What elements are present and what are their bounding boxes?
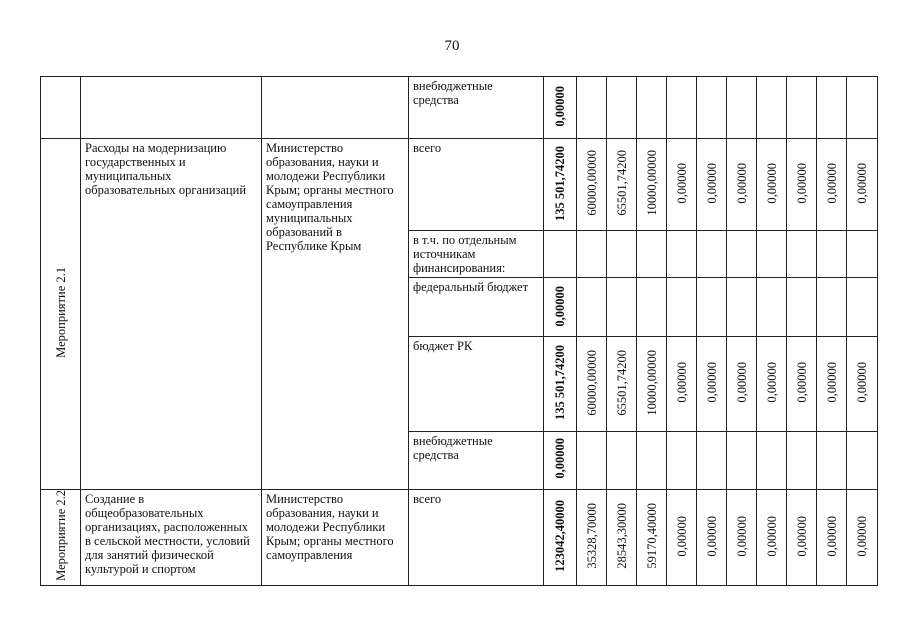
value-cell — [817, 139, 847, 231]
value-cell — [817, 231, 847, 278]
total-value: 123042,40000 — [553, 499, 567, 572]
value: 0,00000 — [855, 515, 869, 557]
value-cell — [727, 77, 757, 139]
value: 0,00000 — [674, 515, 689, 557]
value-cell — [697, 77, 727, 139]
value-cell — [607, 278, 637, 337]
value-cell — [697, 431, 727, 489]
value-cell — [817, 278, 847, 337]
value-cell — [757, 278, 787, 337]
executor-cell-empty — [262, 77, 409, 139]
measure-cell-empty — [41, 77, 81, 139]
page-number: 70 — [444, 38, 460, 54]
value-cell — [637, 489, 667, 585]
table-row — [41, 77, 878, 139]
value-cell — [667, 139, 697, 231]
value-cell — [757, 431, 787, 489]
value-cell — [847, 337, 878, 431]
value-cell — [667, 278, 697, 337]
value: 0,00000 — [734, 515, 749, 557]
value-cell — [727, 278, 757, 337]
source-cell: внебюджетные средства — [409, 77, 544, 139]
value-cell — [637, 337, 667, 431]
value-cell — [697, 139, 727, 231]
value-cell — [607, 231, 637, 278]
value-cell — [667, 231, 697, 278]
source-cell: всего — [409, 489, 544, 585]
source-cell: всего — [409, 139, 544, 231]
total-cell — [544, 337, 577, 431]
value: 28543,30000 — [614, 503, 629, 569]
value-cell — [787, 489, 817, 585]
value-cell — [757, 139, 787, 231]
value-cell — [727, 231, 757, 278]
value: 0,00000 — [674, 162, 689, 204]
total-cell — [544, 431, 577, 489]
measure-label: Мероприятие 2.2 — [53, 490, 68, 582]
value-cell — [787, 431, 817, 489]
value-cell — [697, 231, 727, 278]
value-cell — [577, 278, 607, 337]
value: 0,00000 — [734, 362, 749, 403]
total-value: 135 501,74200 — [553, 145, 567, 221]
value-cell — [847, 489, 878, 585]
measure-executor: Министерство образования, науки и молодежи Республики Крым; органы местного самоуправления — [262, 489, 409, 585]
source-cell: федеральный бюджет — [409, 278, 544, 337]
value-cell — [727, 139, 757, 231]
value: 0,00000 — [794, 515, 809, 557]
value-cell — [697, 489, 727, 585]
value: 65501,74200 — [614, 349, 629, 416]
value: 0,00000 — [824, 515, 839, 557]
value-cell — [757, 489, 787, 585]
table-row — [41, 139, 878, 231]
total-cell — [544, 489, 577, 585]
value: 0,00000 — [824, 362, 839, 403]
budget-table — [40, 76, 878, 586]
value-cell — [607, 337, 637, 431]
value-cell — [847, 231, 878, 278]
value: 0,00000 — [734, 162, 749, 204]
value-cell — [787, 337, 817, 431]
value-cell — [607, 489, 637, 585]
value: 65501,74200 — [614, 150, 629, 216]
value-cell — [577, 77, 607, 139]
value-cell — [847, 77, 878, 139]
value-cell — [757, 77, 787, 139]
value: 0,00000 — [704, 362, 719, 403]
value-cell — [667, 431, 697, 489]
value: 0,00000 — [824, 162, 839, 204]
value-cell — [787, 278, 817, 337]
value-cell — [727, 337, 757, 431]
source-cell: внебюджетные средства — [409, 431, 544, 489]
value-cell — [667, 337, 697, 431]
value: 0,00000 — [764, 515, 779, 557]
value-cell — [817, 489, 847, 585]
total-cell — [544, 139, 577, 231]
measure-name: Расходы на модернизацию государственных и муниципальных образовательных организаций — [81, 139, 262, 490]
value-cell — [637, 139, 667, 231]
value: 0,00000 — [764, 162, 779, 204]
value-cell — [847, 431, 878, 489]
value: 0,00000 — [764, 362, 779, 403]
value: 0,00000 — [704, 162, 719, 204]
value-cell — [637, 77, 667, 139]
value-cell — [697, 337, 727, 431]
total-value: 0,00000 — [553, 285, 567, 327]
value-cell — [697, 278, 727, 337]
value-cell — [577, 489, 607, 585]
value-cell — [577, 231, 607, 278]
value: 0,00000 — [794, 162, 809, 204]
value-cell — [787, 77, 817, 139]
table-row — [41, 489, 878, 585]
source-cell: бюджет РК — [409, 337, 544, 431]
total-value: 0,00000 — [553, 438, 567, 479]
value: 0,00000 — [855, 162, 869, 204]
value-cell — [577, 431, 607, 489]
value-cell — [727, 489, 757, 585]
value: 0,00000 — [794, 362, 809, 403]
value: 0,00000 — [674, 362, 689, 403]
total-value: 0,00000 — [553, 85, 567, 127]
value: 60000,00000 — [584, 150, 599, 216]
value: 10000,00000 — [644, 150, 659, 216]
value-cell — [607, 77, 637, 139]
value-cell — [787, 139, 817, 231]
measure-name: Создание в общеобразовательных организациях, расположенных в сельской местности, условий для занятий физической культурой и спортом — [81, 489, 262, 585]
measure-label-cell — [41, 489, 81, 585]
value-cell — [787, 231, 817, 278]
value-cell — [607, 431, 637, 489]
total-cell — [544, 278, 577, 337]
total-cell — [544, 231, 577, 278]
value-cell — [817, 431, 847, 489]
value-cell — [607, 139, 637, 231]
value-cell — [667, 77, 697, 139]
value-cell — [847, 278, 878, 337]
value: 35328,70000 — [584, 503, 599, 569]
total-value: 135 501,74200 — [553, 345, 567, 421]
value-cell — [817, 337, 847, 431]
value: 0,00000 — [855, 362, 869, 403]
value: 60000,00000 — [584, 349, 599, 416]
measure-executor: Министерство образования, науки и молодежи Республики Крым; органы местного самоуправления муниципальных образований в Республике Крым — [262, 139, 409, 490]
value-cell — [847, 139, 878, 231]
measure-label: Мероприятие 2.1 — [53, 267, 68, 358]
value-cell — [757, 337, 787, 431]
source-cell: в т.ч. по отдельным источникам финансирования: — [409, 231, 544, 278]
value-cell — [577, 139, 607, 231]
measure-label-cell — [41, 139, 81, 490]
value-cell — [757, 231, 787, 278]
name-cell-empty — [81, 77, 262, 139]
value-cell — [727, 431, 757, 489]
value-cell — [637, 231, 667, 278]
value-cell — [577, 337, 607, 431]
value: 10000,00000 — [644, 349, 659, 416]
value-cell — [637, 278, 667, 337]
value: 0,00000 — [704, 515, 719, 557]
total-cell — [544, 77, 577, 139]
value-cell — [637, 431, 667, 489]
value-cell — [667, 489, 697, 585]
value: 59170,40000 — [644, 503, 659, 569]
value-cell — [817, 77, 847, 139]
